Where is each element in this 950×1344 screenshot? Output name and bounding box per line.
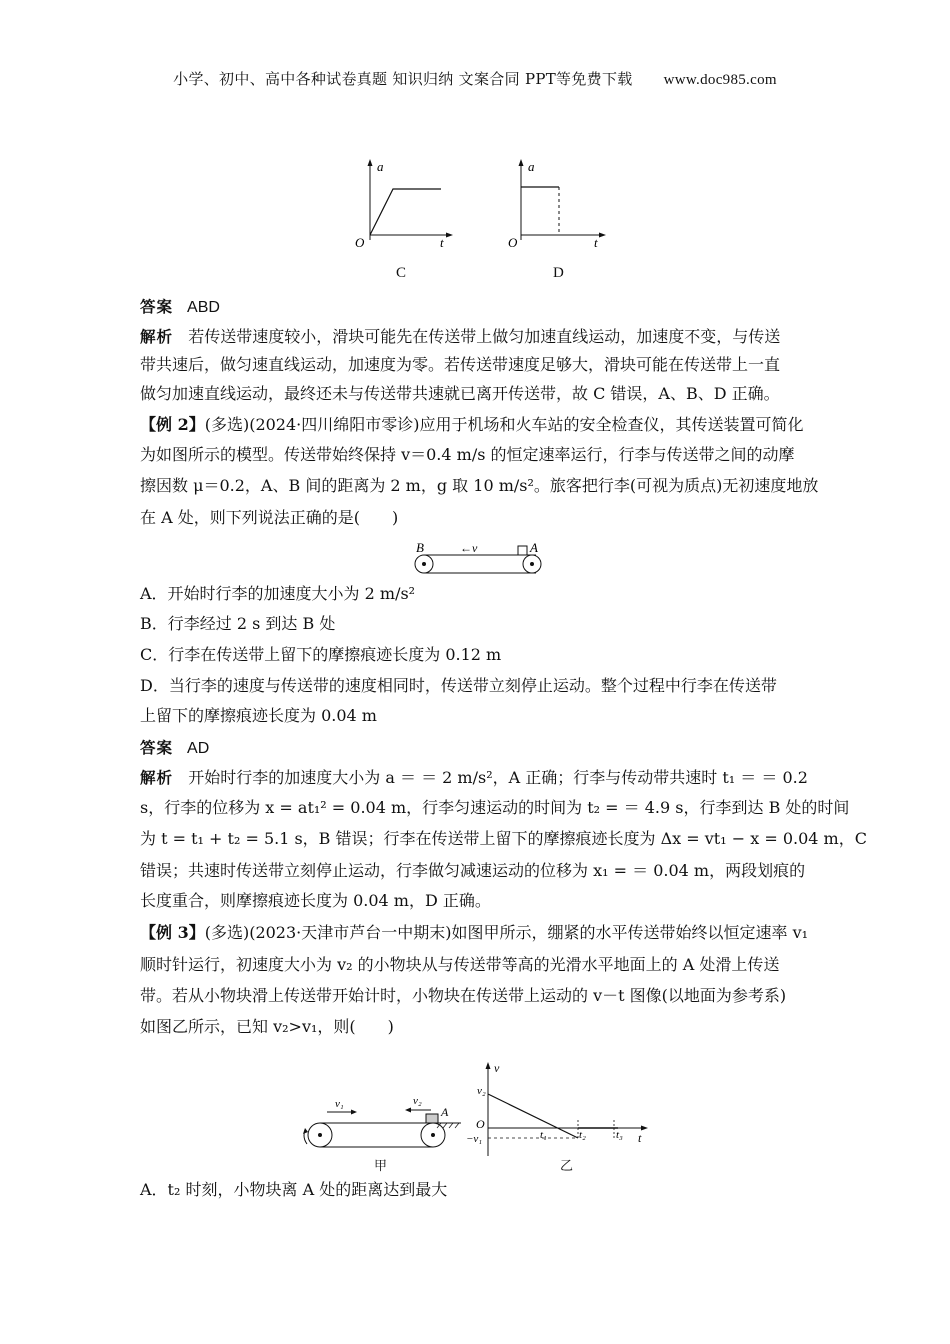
d-axis-t: t bbox=[594, 235, 598, 250]
ex2-analysis-line-5: 长度重合，则摩擦痕迹长度为 0.04 m，D 正确。 bbox=[140, 891, 491, 910]
graph-c bbox=[345, 155, 455, 250]
ex2-option-b: B．行李经过 2 s 到达 B 处 bbox=[140, 614, 336, 633]
ex3-fig-t1: t₁ bbox=[540, 1129, 547, 1141]
ex3-fig-yi-caption: 乙 bbox=[560, 1159, 574, 1174]
q1-analysis-line-2: 带共速后，做匀速直线运动，加速度为零。若传送带速度足够大，滑块可能在传送带上一直 bbox=[140, 355, 781, 374]
ex2-fig-label-a: A bbox=[530, 540, 538, 555]
ex3-line-3: 带。若从小物块滑上传送带开始计时，小物块在传送带上运动的 v－t 图像(以地面为参考系) bbox=[140, 986, 787, 1005]
d-origin: O bbox=[508, 235, 518, 250]
header-site: www.doc985.com bbox=[663, 72, 777, 88]
ex2-text: (多选)(2024·四川绵阳市零诊)应用于机场和火车站的安全检查仪，其传送装置可简化 bbox=[204, 415, 804, 434]
ex2-answer bbox=[140, 738, 812, 759]
answer-label: 答案 bbox=[140, 739, 174, 757]
ex3-fig-t2: t₂ bbox=[579, 1129, 586, 1141]
analysis-label: 解析 bbox=[140, 769, 174, 787]
ex2-conveyor-figure bbox=[410, 540, 550, 576]
ex3-fig-a: A bbox=[441, 1105, 449, 1119]
graph-c-label: C bbox=[396, 265, 407, 281]
analysis-label: 解析 bbox=[140, 328, 174, 346]
q1-analysis-line-3: 做匀加速直线运动，最终还未与传送带共速就已离开传送带，故 C 错误，A、B、D 正确。 bbox=[140, 384, 780, 403]
ex3-fig-t3: t₃ bbox=[616, 1129, 623, 1141]
ex2-analysis-line-4: 错误；共速时传送带立刻停止运动，行李做匀减速运动的位移为 x₁ = ＝ 0.04 m，两段划痕的 bbox=[140, 861, 806, 880]
ex2-analysis-line-3: 为 t = t₁ + t₂ = 5.1 s，B 错误；行李在传送带上留下的摩擦痕迹长度为 Δx = vt₁ − x = 0.04 m，C bbox=[140, 829, 867, 848]
ex3-text: (多选)(2023·天津市芦台一中期末)如图甲所示，绷紧的水平传送带始终以恒定速率 v₁ bbox=[204, 923, 809, 942]
ex2-analysis-line-1 bbox=[140, 768, 812, 788]
ex3-line-1 bbox=[140, 923, 812, 943]
header-text: 小学、初中、高中各种试卷真题 知识归纳 文案合同 PPT等免费下载 bbox=[173, 70, 633, 88]
ex2-line-3: 擦因数 μ＝0.2，A、B 间的距离为 2 m，g 取 10 m/s²。旅客把行李(可视为质点)无初速度地放 bbox=[140, 476, 819, 495]
ex3-fig-origin: O bbox=[476, 1117, 485, 1131]
c-axis-t: t bbox=[440, 235, 444, 250]
ex2-line-2: 为如图所示的模型。传送带始终保持 v＝0.4 m/s 的恒定速率运行，行李与传送带之间的动摩 bbox=[140, 445, 795, 464]
ex2-option-d-line-2: 上留下的摩擦痕迹长度为 0.04 m bbox=[140, 706, 377, 725]
q1-analysis-line-1 bbox=[140, 327, 812, 347]
ex2-fig-velocity: ←v bbox=[460, 541, 478, 555]
analysis-text: 若传送带速度较小，滑块可能先在传送带上做匀加速直线运动，加速度不变，与传送 bbox=[188, 327, 781, 346]
ex3-fig-neg-v1: −v₁ bbox=[466, 1133, 483, 1145]
ex2-option-a: A．开始时行李的加速度大小为 2 m/s² bbox=[140, 584, 416, 603]
ex2-option-d-line-1: D．当行李的速度与传送带的速度相同时，传送带立刻停止运动。整个过程中行李在传送带 bbox=[140, 676, 777, 695]
ex2-analysis-line-2: s，行李的位移为 x = at₁² = 0.04 m，行李匀速运动的时间为 t₂ = ＝ 4.9 s，行李到达 B 处的时间 bbox=[140, 798, 850, 817]
ex3-fig-t-axis: t bbox=[638, 1131, 642, 1145]
ex2-fig-label-b: B bbox=[416, 540, 424, 555]
ex3-figure-yi bbox=[468, 1058, 658, 1158]
ex3-line-2: 顺时针运行，初速度大小为 v₂ 的小物块从与传送带等高的光滑水平地面上的 A 处滑上传送 bbox=[140, 955, 780, 974]
ex2-option-c: C．行李在传送带上留下的摩擦痕迹长度为 0.12 m bbox=[140, 645, 502, 664]
answer-label: 答案 bbox=[140, 298, 174, 316]
ex3-line-4: 如图乙所示，已知 v₂>v₁，则( ) bbox=[140, 1017, 394, 1036]
ex2-line-4: 在 A 处，则下列说法正确的是( ) bbox=[140, 508, 399, 527]
page-header bbox=[0, 68, 950, 89]
answer-value: ABD bbox=[187, 299, 220, 316]
graph-d bbox=[496, 155, 611, 250]
ex3-fig-v2-tick: v₂ bbox=[477, 1085, 486, 1097]
graph-d-label: D bbox=[553, 265, 564, 281]
ex3-fig-v1: v₁ bbox=[335, 1098, 344, 1110]
ex2-tag: 【例 2】 bbox=[140, 415, 205, 434]
answer-value: AD bbox=[187, 740, 210, 757]
c-origin: O bbox=[355, 235, 365, 250]
ex3-tag: 【例 3】 bbox=[140, 923, 205, 942]
c-axis-a: a bbox=[377, 159, 384, 174]
d-axis-a: a bbox=[528, 159, 535, 174]
ex3-fig-v-axis: v bbox=[494, 1061, 500, 1075]
q1-answer bbox=[140, 297, 812, 318]
ex3-fig-v2: v₂ bbox=[413, 1095, 422, 1107]
ex3-option-a: A．t₂ 时刻，小物块离 A 处的距离达到最大 bbox=[140, 1180, 448, 1199]
ex3-figure-jia bbox=[295, 1090, 465, 1150]
analysis-text: 开始时行李的加速度大小为 a ＝ ＝ 2 m/s²，A 正确；行李与传动带共速时 t₁ ＝ ＝ 0.2 bbox=[188, 768, 808, 787]
ex3-fig-jia-caption: 甲 bbox=[374, 1159, 388, 1174]
ex2-line-1 bbox=[140, 415, 812, 435]
